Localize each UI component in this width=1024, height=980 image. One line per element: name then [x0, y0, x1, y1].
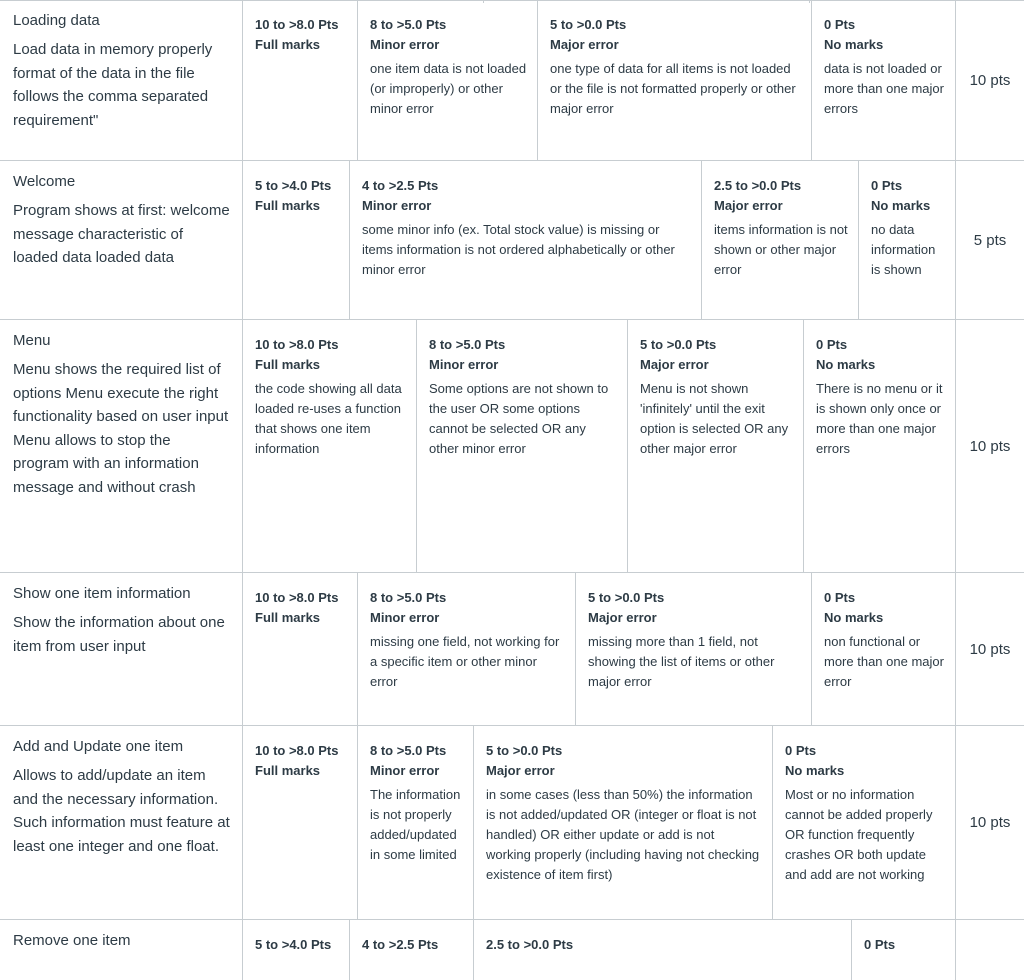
- criterion-cell: [0, 573, 243, 725]
- rating-points: 8 to >5.0 Pts: [370, 590, 447, 605]
- criterion-cell: [0, 726, 243, 919]
- rating-cell[interactable]: [417, 320, 628, 572]
- rating-cell[interactable]: [702, 161, 859, 319]
- rating-title: No marks: [824, 37, 884, 52]
- rating-title: Minor error: [429, 357, 499, 372]
- ratings-group: [243, 573, 955, 725]
- criterion-title: Add and Update one item: [13, 738, 184, 755]
- rating-points: 2.5 to >0.0 Pts: [486, 937, 574, 952]
- rating-description: no data information is shown: [871, 222, 936, 277]
- rating-title: No marks: [816, 357, 876, 372]
- ratings-group: [243, 320, 955, 572]
- rating-title: Full marks: [255, 198, 321, 213]
- rating-title: Minor error: [362, 198, 432, 213]
- rubric-row-menu: [0, 320, 1024, 573]
- rating-cell[interactable]: [243, 0, 358, 160]
- rating-points: 0 Pts: [864, 937, 896, 952]
- rating-points: 10 to >8.0 Pts: [255, 17, 339, 32]
- rating-title: Major error: [486, 763, 555, 778]
- rating-cell[interactable]: [804, 320, 955, 572]
- rating-cell[interactable]: [243, 573, 358, 725]
- rating-description: There is no menu or it is shown only once or more than one major errors: [816, 381, 943, 456]
- rating-points: 4 to >2.5 Pts: [362, 178, 439, 193]
- criterion-title: Welcome: [13, 173, 76, 190]
- rating-description: missing more than 1 field, not showing the list of items or other major error: [588, 634, 775, 689]
- rating-points: 0 Pts: [824, 590, 856, 605]
- rubric-row-remove-item: [0, 920, 1024, 980]
- rating-title: Major error: [640, 357, 709, 372]
- criterion-title: Remove one item: [13, 932, 131, 949]
- rating-title: Full marks: [255, 37, 321, 52]
- rating-cell[interactable]: [358, 0, 538, 160]
- rating-cell[interactable]: [773, 726, 955, 919]
- rating-points: 5 to >0.0 Pts: [486, 743, 563, 758]
- rating-points: 5 to >0.0 Pts: [640, 337, 717, 352]
- rating-description: some minor info (ex. Total stock value) is missing or items information is not ordered alphabetically or other minor error: [362, 222, 675, 277]
- rating-title: Full marks: [255, 763, 321, 778]
- criterion-points: 10 pts: [955, 0, 1024, 160]
- rating-title: Minor error: [370, 610, 440, 625]
- rating-points: 10 to >8.0 Pts: [255, 743, 339, 758]
- criterion-cell: [0, 320, 243, 572]
- rating-title: Major error: [714, 198, 783, 213]
- rating-cell[interactable]: [350, 161, 702, 319]
- ratings-group: [243, 0, 955, 160]
- rating-points: 5 to >4.0 Pts: [255, 178, 332, 193]
- rating-description: data is not loaded or more than one major errors: [824, 61, 944, 116]
- criterion-points: 5 pts: [955, 161, 1024, 319]
- rating-points: 8 to >5.0 Pts: [370, 743, 447, 758]
- rating-points: 10 to >8.0 Pts: [255, 590, 339, 605]
- rating-points: 0 Pts: [871, 178, 903, 193]
- rating-cell[interactable]: [350, 920, 474, 980]
- rating-points: 5 to >0.0 Pts: [550, 17, 627, 32]
- criterion-points: 10 pts: [955, 726, 1024, 919]
- criterion-points: 10 pts: [955, 320, 1024, 572]
- rating-points: 2.5 to >0.0 Pts: [714, 178, 802, 193]
- rating-description: Most or no information cannot be added properly OR function frequently crashes OR both update and add are not working: [785, 787, 933, 882]
- rating-points: 4 to >2.5 Pts: [362, 937, 439, 952]
- rubric-row-add-update-item: [0, 726, 1024, 920]
- rating-points: 8 to >5.0 Pts: [429, 337, 506, 352]
- rating-points: 0 Pts: [816, 337, 848, 352]
- rating-points: 10 to >8.0 Pts: [255, 337, 339, 352]
- rating-cell[interactable]: [243, 726, 358, 919]
- rating-title: Full marks: [255, 610, 321, 625]
- rating-title: No marks: [824, 610, 884, 625]
- rating-cell[interactable]: [243, 161, 350, 319]
- criterion-description: Allows to add/update an item and the necessary information. Such information must feature at least one integer and one float.: [13, 767, 230, 855]
- rating-title: Major error: [588, 610, 657, 625]
- rating-cell[interactable]: [812, 573, 955, 725]
- rating-description: the code showing all data loaded re-uses a function that shows one item information: [255, 381, 402, 456]
- rubric-row-loading-data: [0, 0, 1024, 161]
- criterion-cell: [0, 920, 243, 980]
- ratings-group: [243, 161, 955, 319]
- rating-cell[interactable]: [576, 573, 812, 725]
- criterion-cell: [0, 161, 243, 319]
- rating-points: 5 to >4.0 Pts: [255, 937, 332, 952]
- rating-cell[interactable]: [538, 0, 812, 160]
- rating-description: one type of data for all items is not loaded or the file is not formatted properly or other major error: [550, 61, 796, 116]
- criterion-description: Program shows at first: welcome message characteristic of loaded data loaded data: [13, 202, 230, 266]
- rating-title: Full marks: [255, 357, 321, 372]
- rating-cell[interactable]: [243, 320, 417, 572]
- rating-cell[interactable]: [358, 726, 474, 919]
- rating-title: No marks: [785, 763, 845, 778]
- rating-cell[interactable]: [243, 920, 350, 980]
- rating-cell[interactable]: [859, 161, 955, 319]
- rubric-row-show-one-item: [0, 573, 1024, 726]
- rating-description: non functional or more than one major error: [824, 634, 944, 689]
- rating-title: Minor error: [370, 37, 440, 52]
- criterion-title: Menu: [13, 332, 51, 349]
- rating-cell[interactable]: [358, 573, 576, 725]
- criterion-title: Show one item information: [13, 585, 191, 602]
- rating-cell[interactable]: [812, 0, 955, 160]
- rating-cell[interactable]: [852, 920, 955, 980]
- ratings-group: [243, 726, 955, 919]
- rating-points: 5 to >0.0 Pts: [588, 590, 665, 605]
- rating-description: items information is not shown or other major error: [714, 222, 848, 277]
- ratings-group: [243, 920, 955, 980]
- criterion-description: Menu shows the required list of options Menu execute the right functionality based on user input Menu allows to stop the program with an information message and without crash: [13, 361, 229, 496]
- rating-description: missing one field, not working for a specific item or other minor error: [370, 634, 560, 689]
- rating-points: 8 to >5.0 Pts: [370, 17, 447, 32]
- criterion-description: Show the information about one item from user input: [13, 614, 225, 655]
- criterion-points: 10 pts: [955, 573, 1024, 725]
- rating-description: one item data is not loaded (or improperly) or other minor error: [370, 61, 527, 116]
- rating-title: Minor error: [370, 763, 440, 778]
- rating-points: 0 Pts: [785, 743, 817, 758]
- rating-description: Some options are not shown to the user OR some options cannot be selected OR any other minor error: [429, 381, 609, 456]
- criterion-title: Loading data: [13, 12, 100, 29]
- rating-description: in some cases (less than 50%) the information is not added/updated OR (integer or float is not handled) OR either update or add is not working properly (including having not checking existence of item first): [486, 787, 760, 882]
- rubric-row-welcome: [0, 161, 1024, 320]
- rating-description: Menu is not shown 'infinitely' until the exit option is selected OR any other major error: [640, 381, 789, 456]
- rating-cell[interactable]: [628, 320, 804, 572]
- rating-description: The information is not properly added/updated in some limited: [370, 787, 461, 862]
- rating-cell[interactable]: [474, 920, 852, 980]
- rating-points: 0 Pts: [824, 17, 856, 32]
- rating-title: No marks: [871, 198, 931, 213]
- rating-title: Major error: [550, 37, 619, 52]
- rating-cell[interactable]: [474, 726, 773, 919]
- criterion-cell: [0, 0, 243, 160]
- criterion-points: [955, 920, 1024, 980]
- criterion-description: Load data in memory properly format of the data in the file follows the comma separated requirement": [13, 41, 213, 129]
